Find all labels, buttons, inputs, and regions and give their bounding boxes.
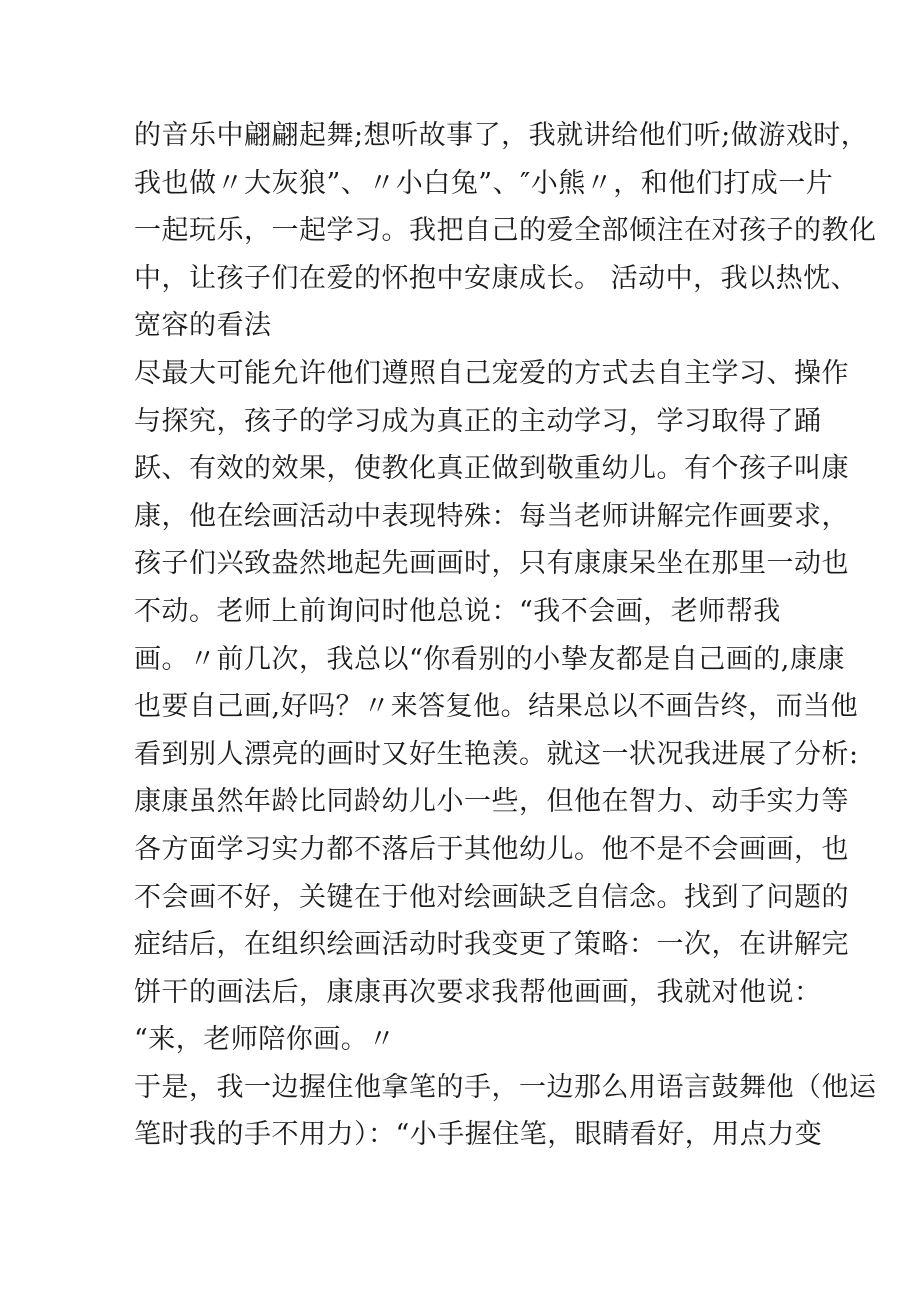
body-text bbox=[134, 112, 877, 1159]
text-line: 不会画不好，关键在于他对绘画缺乏自信念。找到了问题的 bbox=[134, 881, 849, 913]
text-line: 饼干的画法后，康康再次要求我帮他画画，我就对他说： bbox=[134, 976, 822, 1008]
text-line: 症结后，在组织绘画活动时我变更了策略：一次，在讲解完 bbox=[134, 929, 849, 961]
text-line: 宽容的看法 bbox=[134, 310, 272, 342]
text-line: 于是，我一边握住他拿笔的手，一边那么用语言鼓舞他（他运 bbox=[134, 1071, 877, 1103]
text-line: 康康虽然年龄比同龄幼儿小一些，但他在智力、动手实力等 bbox=[134, 786, 849, 818]
text-line: 笔时我的手不用力）：“小手握住笔，眼睛看好，用点力变 bbox=[134, 1119, 823, 1151]
text-line: 跃、有效的效果，使教化真正做到敬重幼儿。有个孩子叫康 bbox=[134, 453, 849, 485]
text-line: 尽最大可能允许他们遵照自己宠爱的方式去自主学习、操作 bbox=[134, 357, 849, 389]
text-line: 一起玩乐，一起学习。我把自己的爱全部倾注在对孩子的教化 bbox=[134, 215, 877, 247]
text-line: 画。〃前几次，我总以“你看别的小挚友都是自己画的,康康 bbox=[134, 643, 845, 675]
text-line: 看到别人漂亮的画时又好生艳羡。就这一状况我进展了分析: bbox=[134, 738, 859, 770]
text-line: 中，让孩子们在爱的怀抱中安康成长。 活动中，我以热忱、 bbox=[134, 262, 859, 294]
text-line: 与探究，孩子的学习成为真正的主动学习，学习取得了踊 bbox=[134, 405, 822, 437]
text-line: “来，老师陪你画。〃 bbox=[134, 1024, 396, 1056]
text-line: 也要自己画,好吗？〃来答复他。结果总以不画告终，而当他 bbox=[134, 691, 859, 723]
text-line: 康，他在绘画活动中表现特殊：每当老师讲解完作画要求， bbox=[134, 500, 849, 532]
text-line: 的音乐中翩翩起舞;想听故事了，我就讲给他们听;做游戏时， bbox=[134, 120, 869, 151]
text-line: 孩子们兴致盎然地起先画画时，只有康康呆坐在那里一动也 bbox=[134, 548, 849, 580]
text-line: 我也做〃大灰狼”、〃小白兔”、″小熊〃，和他们打成一片 bbox=[134, 167, 834, 199]
text-line: 各方面学习实力都不落后于其他幼儿。他不是不会画画，也 bbox=[134, 833, 849, 865]
text-line: 不动。老师上前询问时他总说：“我不会画，老师帮我 bbox=[134, 595, 781, 627]
